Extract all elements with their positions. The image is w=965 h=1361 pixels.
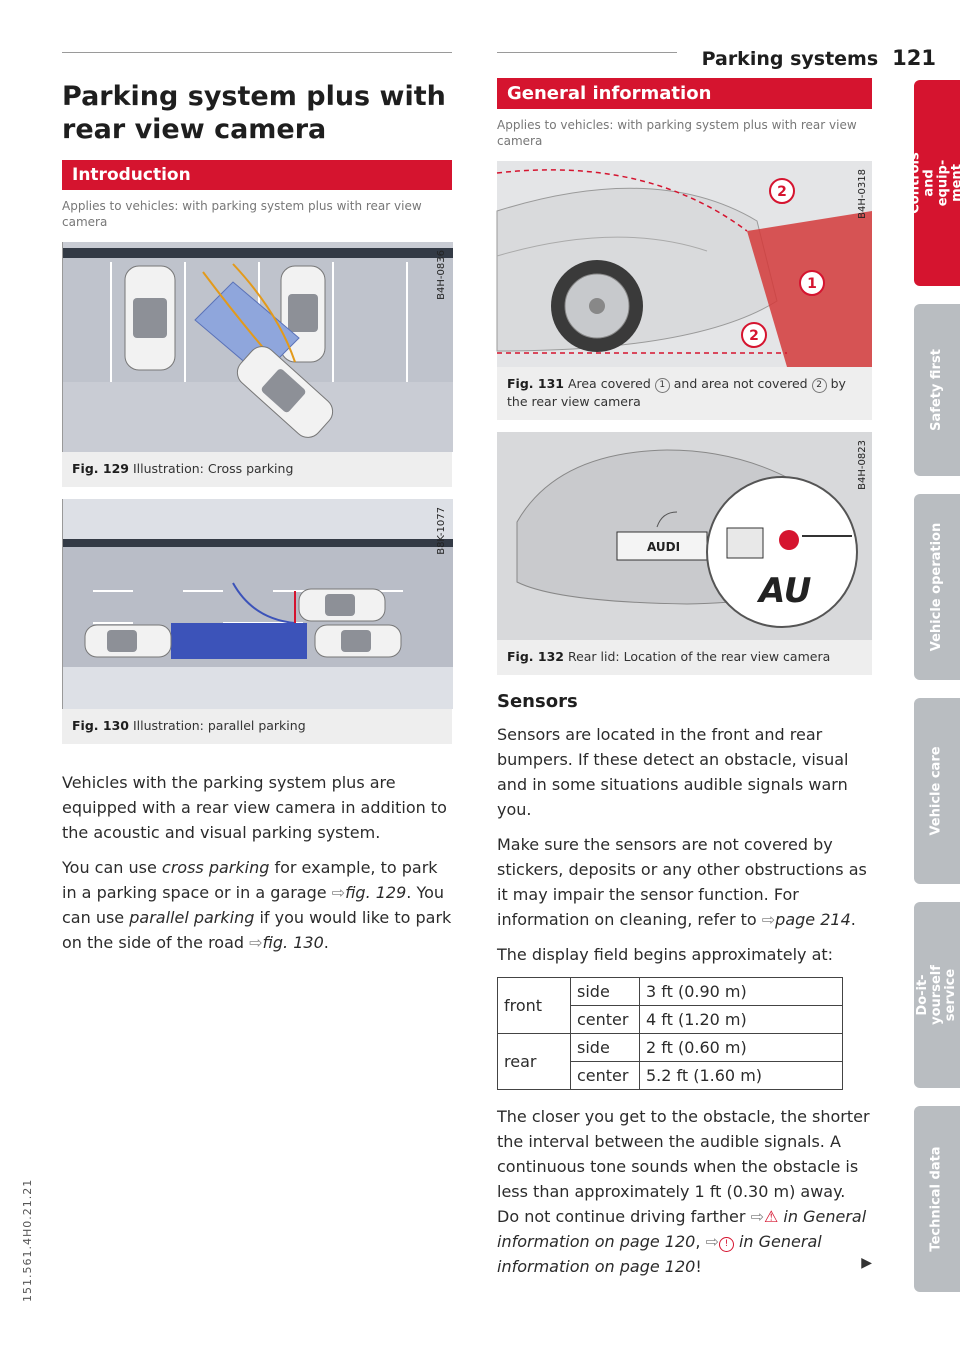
position-cell: center [571, 1006, 640, 1034]
introduction-heading: Introduction [62, 160, 452, 190]
sensor-cleaning-paragraph [497, 832, 872, 932]
applies-note: Applies to vehicles: with parking system plus with rear view camera [497, 118, 857, 148]
arrow-icon: ⇨ [750, 1207, 764, 1226]
page-number: 121 [892, 46, 936, 70]
left-column [62, 70, 452, 965]
text-run: . You can use [62, 883, 445, 927]
text-run: . [850, 910, 856, 929]
parallel-parking-term: parallel parking [129, 908, 255, 927]
caption-text: by the rear view camera [507, 376, 846, 409]
figure-label: Fig. 130 [72, 718, 129, 733]
arrow-icon: ⇨ [331, 883, 346, 902]
tab-vehicle-operation[interactable] [914, 494, 960, 680]
svg-text:2: 2 [749, 328, 759, 344]
arrow-icon: ⇨ [705, 1232, 719, 1251]
general-information-heading: General information [497, 78, 872, 109]
page-reference-link[interactable]: in General information on page 120 [497, 1207, 867, 1251]
parallel-parking-illustration [62, 499, 452, 709]
figure-code: B4H-0823 [857, 440, 868, 490]
arrow-icon: ⇨ [249, 933, 263, 952]
value-cell: 3 ft (0.90 m) [640, 978, 843, 1006]
group-cell: rear [498, 1034, 571, 1090]
license-plate-text: AUDI [647, 540, 681, 554]
text-run: The closer you get to the obstacle, the shorter the interval between the audible signals. A continuous tone sounds when the obstacle is less than approximately 1 ft (0.30 m) away. Do not continue driving farther [497, 1107, 870, 1226]
position-cell: side [571, 1034, 640, 1062]
warning-triangle-icon: ⚠ [763, 1207, 779, 1226]
tab-label: Vehicle care [929, 746, 944, 836]
tab-label: Technical data [929, 1146, 944, 1252]
caption-text: and area not covered [669, 376, 812, 391]
page-title: Parking system plus with rear view camera [62, 81, 446, 145]
sensors-heading: Sensors [497, 691, 578, 712]
camera-coverage-illustration [497, 161, 872, 367]
caption-text: Area covered [567, 376, 655, 391]
caution-icon: ! [719, 1237, 734, 1252]
page-reference-link[interactable]: page 214 [775, 910, 851, 929]
figure-code: B8K-1077 [436, 507, 447, 555]
figure-132 [497, 432, 872, 675]
table-row [498, 1034, 843, 1062]
running-head [500, 46, 936, 70]
figure-label: Fig. 132 [507, 649, 564, 664]
sensors-paragraph: Sensors are located in the front and rear bumpers. If these detect an obstacle, visual and in some situations audible signals warn you. [497, 725, 849, 819]
figure-code: B4H-0836 [436, 250, 447, 300]
svg-text:1: 1 [807, 276, 817, 292]
text-run: Make sure the sensors are not covered by stickers, deposits or any other obstructions as it may impair the sensor function. For information on cleaning, refer to [497, 835, 867, 929]
display-range-table [497, 977, 843, 1090]
callout-2-icon: 2 [812, 378, 827, 393]
tab-label: Controls and equip- ment [908, 152, 965, 214]
figure-caption [62, 452, 452, 487]
right-column [497, 78, 872, 1289]
tab-vehicle-care[interactable] [914, 698, 960, 884]
intro-paragraph: Vehicles with the parking system plus are equipped with a rear view camera in addition to the acoustic and visual parking system. [62, 773, 447, 842]
svg-text:2: 2 [777, 184, 787, 200]
tab-technical-data[interactable] [914, 1106, 960, 1292]
text-run: , [695, 1232, 706, 1251]
position-cell: center [571, 1062, 640, 1090]
tab-label: Vehicle operation [929, 522, 945, 652]
display-field-paragraph: The display field begins approximately at: [497, 945, 834, 964]
cross-parking-term: cross parking [161, 858, 270, 877]
obstacle-warning-paragraph [497, 1104, 872, 1279]
applies-note: Applies to vehicles: with parking system plus with rear view camera [62, 199, 422, 229]
header-rule-left [62, 52, 452, 53]
value-cell: 2 ft (0.60 m) [640, 1034, 843, 1062]
page-reference-link[interactable]: in General information on page 120 [497, 1232, 822, 1276]
value-cell: 5.2 ft (1.60 m) [640, 1062, 843, 1090]
parking-modes-paragraph [62, 855, 452, 955]
margin-code: 151.561.4H0.21.21 [21, 1178, 34, 1302]
figure-reference-link[interactable]: fig. 129 [345, 883, 407, 902]
text-run: if you would like to park on the side of the road [62, 908, 452, 952]
figure-caption [497, 640, 872, 675]
caption-text: Rear lid: Location of the rear view camera [567, 649, 831, 664]
tab-do-it-yourself-service[interactable] [914, 902, 960, 1088]
figure-code: B4H-0318 [857, 169, 868, 219]
figure-131 [497, 161, 872, 420]
figure-caption [62, 709, 452, 744]
text-run: . [323, 933, 329, 952]
arrow-icon: ⇨ [761, 910, 776, 929]
text-run: ! [695, 1257, 702, 1276]
tab-label: Do-it-yourself service [915, 965, 959, 1025]
cross-parking-illustration [62, 242, 452, 452]
tab-safety-first[interactable] [914, 304, 960, 476]
caption-text: Illustration: Cross parking [132, 461, 294, 476]
group-cell: front [498, 978, 571, 1034]
figure-129 [62, 242, 452, 487]
table-row [498, 978, 843, 1006]
figure-caption [497, 367, 872, 420]
text-run: You can use [62, 858, 162, 877]
figure-reference-link[interactable]: fig. 130 [262, 933, 324, 952]
section-name: Parking systems [701, 48, 879, 70]
position-cell: side [571, 978, 640, 1006]
figure-label: Fig. 131 [507, 376, 564, 391]
text-run: for example, to park in a parking space or in a garage [62, 858, 438, 902]
rear-lid-camera-illustration [497, 432, 872, 640]
figure-130 [62, 499, 452, 744]
tab-label: Safety first [929, 349, 945, 431]
caption-text: Illustration: parallel parking [132, 718, 306, 733]
badge-text: AU [759, 571, 812, 611]
tab-controls-and-equipment[interactable] [908, 80, 965, 286]
value-cell: 4 ft (1.20 m) [640, 1006, 843, 1034]
figure-label: Fig. 129 [72, 461, 129, 476]
continue-arrow-icon: ▶ [861, 1255, 872, 1271]
callout-1-icon: 1 [655, 378, 670, 393]
